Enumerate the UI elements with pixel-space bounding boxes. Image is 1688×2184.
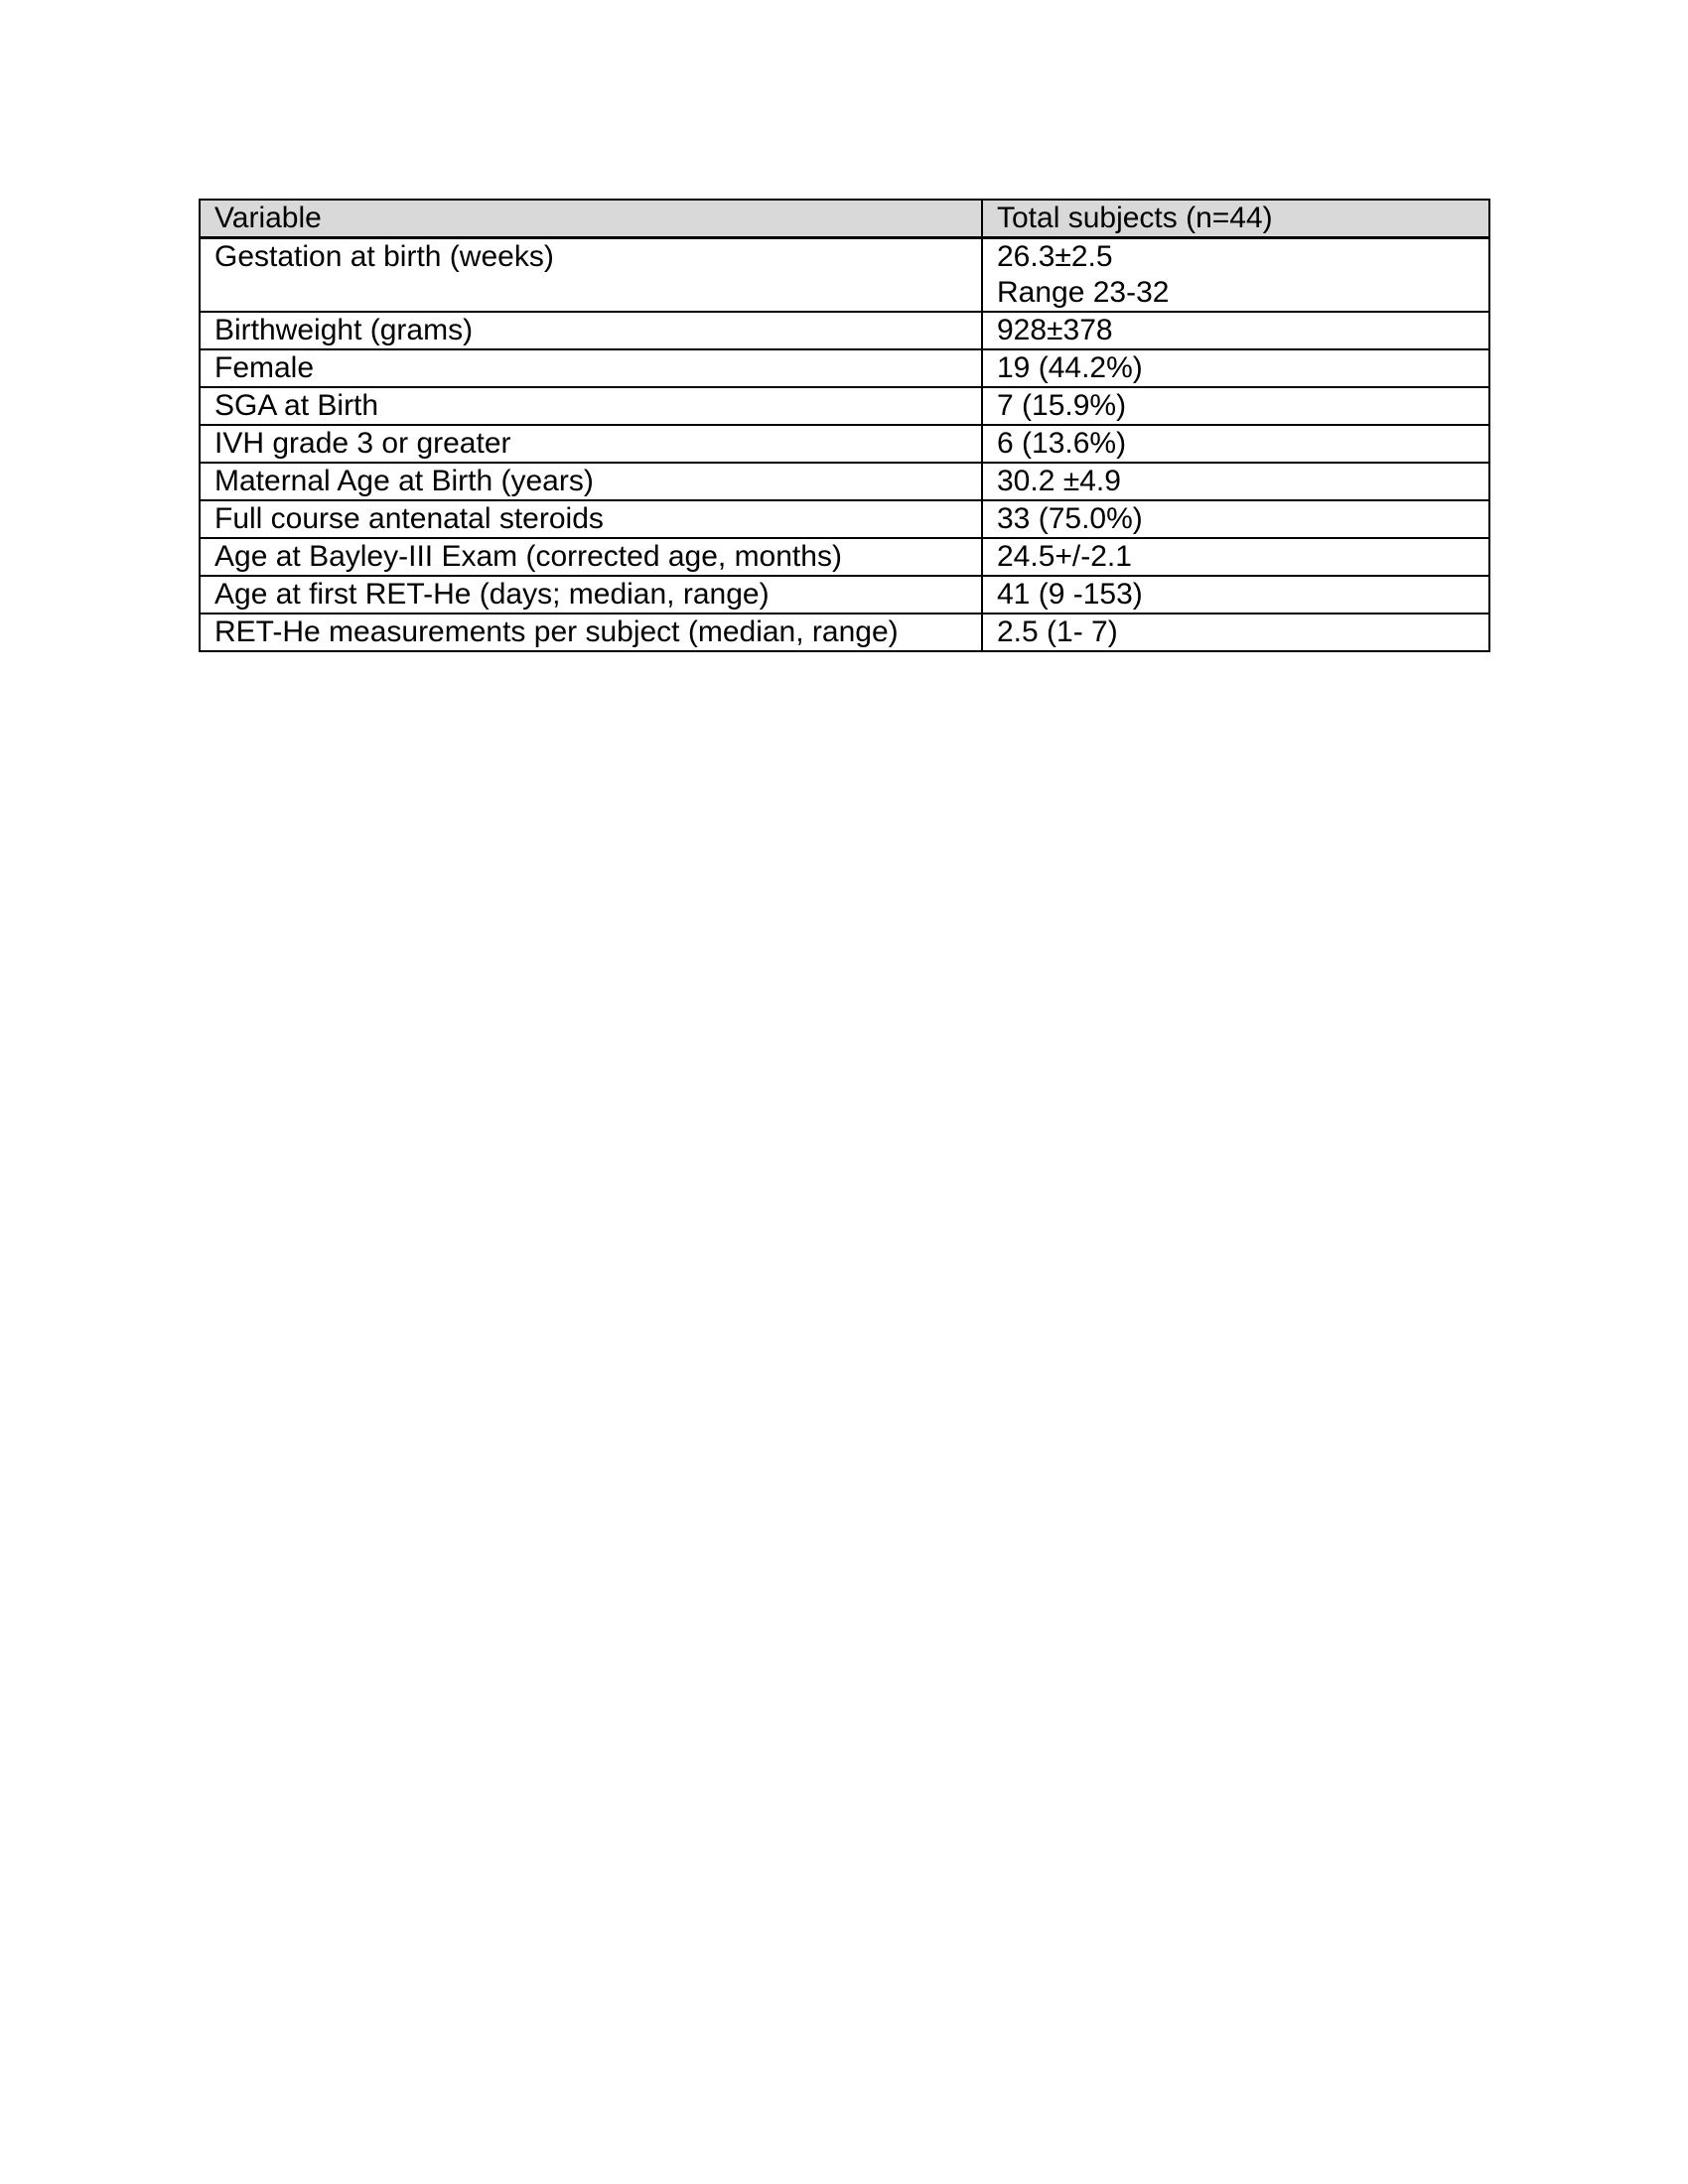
table-row <box>200 500 1489 538</box>
row-label: SGA at Birth <box>200 387 982 425</box>
table-row <box>200 387 1489 425</box>
row-value: 2.5 (1- 7) <box>982 614 1489 651</box>
table-row <box>200 425 1489 463</box>
characteristics-table-container <box>199 199 1488 652</box>
characteristics-table <box>199 199 1490 652</box>
row-label: RET-He measurements per subject (median, range) <box>200 614 982 651</box>
table-row <box>200 538 1489 576</box>
row-label: IVH grade 3 or greater <box>200 425 982 463</box>
row-value: 6 (13.6%) <box>982 425 1489 463</box>
column-header-variable: Variable <box>200 200 982 238</box>
table-row <box>200 349 1489 387</box>
row-value: 19 (44.2%) <box>982 349 1489 387</box>
row-value: 928±378 <box>982 312 1489 349</box>
row-value: 41 (9 -153) <box>982 576 1489 614</box>
row-value-line: Range 23-32 <box>997 276 1170 309</box>
table-row <box>200 238 1489 313</box>
row-value: 33 (75.0%) <box>982 500 1489 538</box>
row-value-line: 26.3±2.5 <box>997 240 1113 273</box>
table-row <box>200 614 1489 651</box>
row-label: Full course antenatal steroids <box>200 500 982 538</box>
row-label: Birthweight (grams) <box>200 312 982 349</box>
row-value: 7 (15.9%) <box>982 387 1489 425</box>
table-row <box>200 312 1489 349</box>
row-value: 24.5+/-2.1 <box>982 538 1489 576</box>
row-value <box>982 238 1489 313</box>
row-label: Age at Bayley-III Exam (corrected age, months) <box>200 538 982 576</box>
row-value: 30.2 ±4.9 <box>982 463 1489 500</box>
table-row <box>200 463 1489 500</box>
column-header-total-subjects: Total subjects (n=44) <box>982 200 1489 238</box>
table-row <box>200 576 1489 614</box>
table-header-row <box>200 200 1489 238</box>
row-label: Female <box>200 349 982 387</box>
row-label: Gestation at birth (weeks) <box>200 238 982 313</box>
row-label: Age at first RET-He (days; median, range) <box>200 576 982 614</box>
row-label: Maternal Age at Birth (years) <box>200 463 982 500</box>
